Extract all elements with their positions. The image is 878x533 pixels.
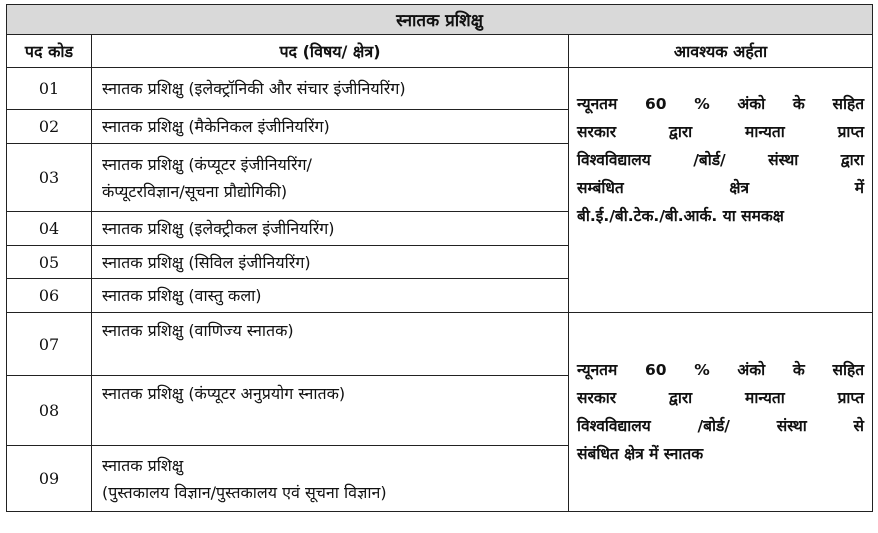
post-name-line: स्नातक प्रशिक्षु (102, 455, 184, 475)
post-name (92, 446, 569, 512)
post-code: 01 (7, 68, 92, 110)
table-row (7, 68, 873, 110)
post-name (92, 376, 569, 446)
post-name (92, 212, 569, 246)
post-code: 03 (7, 144, 92, 212)
qualification-line: सरकार द्वारा मान्यता प्राप्त (577, 123, 865, 141)
post-name (92, 313, 569, 376)
post-code: 07 (7, 313, 92, 376)
post-name-line: स्नातक प्रशिक्षु (कंप्यूटर इंजीनियरिंग/ (102, 154, 312, 174)
post-name-line: कंप्यूटरविज्ञान/सूचना प्रौद्योगिकी) (102, 181, 288, 201)
header-post-code: पद कोड (7, 35, 92, 68)
post-name-line: स्नातक प्रशिक्षु (कंप्यूटर अनुप्रयोग स्नातक) (102, 384, 346, 403)
qualification-cell-graduate (569, 313, 873, 512)
post-name-line: स्नातक प्रशिक्षु (इलेक्ट्रॉनिकी और संचार इंजीनियरिंग) (102, 79, 406, 98)
qualification-line: सम्बंधित क्षेत्र में (577, 179, 865, 197)
qualification-line: संबंधित क्षेत्र में स्नातक (577, 445, 704, 463)
post-name (92, 144, 569, 212)
qualification-line: न्यूनतम 60 % अंको के सहित (577, 95, 865, 113)
post-name-line: स्नातक प्रशिक्षु (इलेक्ट्रीकल इंजीनियरिंग) (102, 219, 335, 238)
qualification-cell-engineering (569, 68, 873, 313)
qualification-line: न्यूनतम 60 % अंको के सहित (577, 361, 865, 379)
post-name (92, 68, 569, 110)
table-title: स्नातक प्रशिक्षु (7, 5, 873, 35)
qualification-line: बी.ई./बी.टेक./बी.आर्क. या समकक्ष (577, 207, 784, 225)
qualification-line: विश्वविद्यालय /बोर्ड/ संस्था से (577, 417, 865, 435)
post-name-line: (पुस्तकालय विज्ञान/पुस्तकालय एवं सूचना विज्ञान) (102, 482, 387, 502)
table-row (7, 313, 873, 376)
post-code: 06 (7, 279, 92, 313)
post-name (92, 110, 569, 144)
post-code: 09 (7, 446, 92, 512)
post-code: 05 (7, 246, 92, 279)
header-post-subject: पद (विषय/ क्षेत्र) (92, 35, 569, 68)
post-name-line: स्नातक प्रशिक्षु (मैकेनिकल इंजीनियरिंग) (102, 117, 330, 136)
post-code: 04 (7, 212, 92, 246)
post-code: 08 (7, 376, 92, 446)
post-name-line: स्नातक प्रशिक्षु (वाणिज्य स्नातक) (102, 321, 294, 340)
post-name (92, 246, 569, 279)
qualification-line: विश्वविद्यालय /बोर्ड/ संस्था द्वारा (577, 151, 865, 169)
post-name-line: स्नातक प्रशिक्षु (सिविल इंजीनियरिंग) (102, 252, 311, 272)
post-code: 02 (7, 110, 92, 144)
qualification-table (6, 4, 873, 512)
header-qualification: आवश्यक अर्हता (569, 35, 873, 68)
post-name (92, 279, 569, 313)
qualification-line: सरकार द्वारा मान्यता प्राप्त (577, 389, 865, 407)
post-name-line: स्नातक प्रशिक्षु (वास्तु कला) (102, 286, 262, 305)
